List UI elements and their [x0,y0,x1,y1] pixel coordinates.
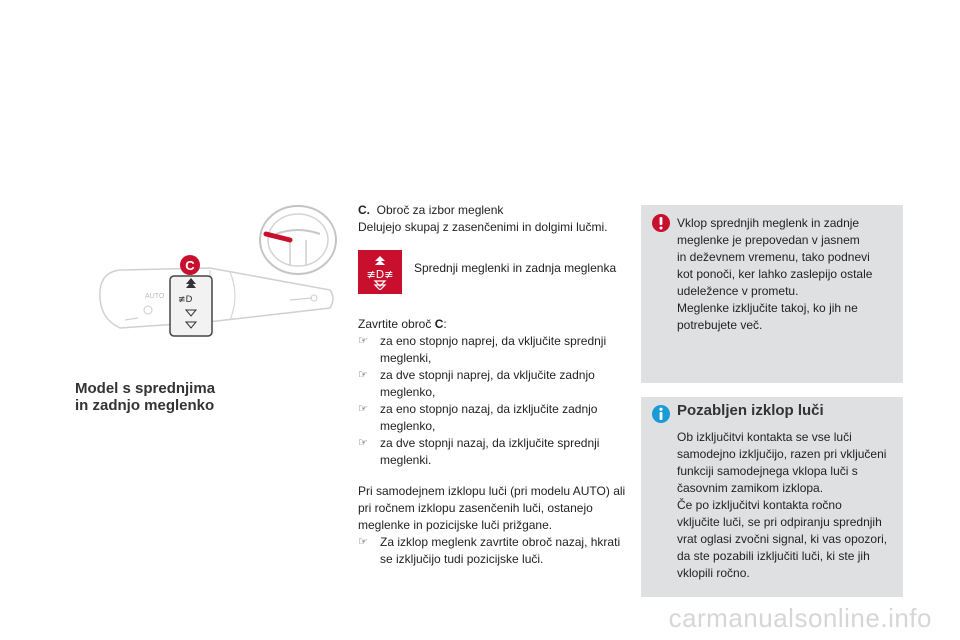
info-text [677,429,899,582]
fog-lights-instructions [358,202,628,568]
ring-letter: C. [358,203,370,217]
warning-line: Meglenke izključite takoj, ko jih ne [677,301,858,315]
turn-bullet [358,401,628,435]
bullet-pointer-icon: ☞ [358,403,368,415]
info-box [641,397,903,597]
warning-text [677,215,899,334]
info-line: da ste pozabili izključiti luči, ki ste jih [677,549,870,563]
warning-line: in deževnem vremenu, tako podnevi [677,250,870,264]
turn-bullet-text: za dve stopnji nazaj, da izključite sprednji meglenki. [380,436,600,467]
turn-intro-letter: C [434,317,444,331]
fog-lights-label: Sprednji meglenki in zadnja meglenka [414,261,617,275]
turn-bullet-text: za eno stopnjo nazaj, da izključite zadnjo meglenko, [380,402,598,433]
light-stalk-drawing [90,200,340,350]
warning-line: meglenke je prepovedan v jasnem [677,233,860,247]
info-title: Pozabljen izklop luči [677,402,824,419]
section-title-line2: in zadnjo meglenko [75,397,215,414]
bullet-pointer-icon: ☞ [358,335,368,347]
info-line: Ob izključitvi kontakta se vse luči [677,430,852,444]
turn-bullet [358,367,628,401]
svg-text:≢D: ≢D [178,295,193,305]
info-line: vrat oglasi zvočni signal, ki vas opozori, [677,532,888,546]
turn-bullet [358,435,628,469]
ring-description: Delujejo skupaj z zasenčenimi in dolgimi lučmi. [358,220,608,234]
warning-line: udeležence v prometu. [677,284,799,298]
turn-intro [358,316,628,333]
ring-title: Obroč za izbor meglenk [376,203,504,217]
section-title [75,380,215,414]
turn-bullet [358,333,628,367]
warning-line: potrebujete več. [677,318,763,332]
auto-paragraph: Pri samodejnem izklopu luči (pri modelu AUTO) ali pri ročnem izklopu zasenčenih luči, ostanejo meglenke in pozicijske luči prižgane. [358,484,626,532]
turn-bullet-text: za dve stopnji naprej, da vključite zadnjo meglenko, [380,368,595,399]
ring-heading [358,202,628,219]
warning-box [641,205,903,383]
watermark: carmanualsonline.info [668,603,932,633]
turn-intro-suffix: : [443,317,447,331]
info-line: Če po izključitvi kontakta ročno [677,498,842,512]
info-line: časovnim zamikom izklopa. [677,481,824,495]
info-i-icon [651,404,671,424]
info-line: vklopili ročno. [677,566,750,580]
bullet-pointer-icon: ☞ [358,437,368,449]
svg-text:≢D≢: ≢D≢ [366,268,394,281]
warning-line: Vklop sprednjih meglenk in zadnje [677,216,860,230]
bullet-pointer-icon: ☞ [358,369,368,381]
info-line: funkciji samodejnega vklopa luči s [677,464,858,478]
auto-bullet-text: Za izklop meglenk zavrtite obroč nazaj, hkrati se izključijo tudi pozicijske luči. [380,535,621,566]
warning-line: kot ponoči, ker lahko zaslepijo ostale [677,267,873,281]
bullet-pointer-icon: ☞ [358,536,368,548]
warning-exclamation-icon [651,213,671,233]
turn-bullet-text: za eno stopnjo naprej, da vključite sprednji meglenki, [380,334,607,365]
turn-intro-prefix: Zavrtite obroč [358,317,435,331]
fog-lights-row [358,250,628,300]
info-line: vključite luči, se pri odpiranju sprednjih [677,515,882,529]
light-stalk-illustration [90,200,340,350]
section-title-line1: Model s sprednjima [75,380,216,397]
auto-bullet [358,534,628,568]
info-line: samodejno izključijo, razen pri vključeni [677,447,887,461]
front-rear-fog-lights-icon [358,250,402,294]
callout-c-letter: C [185,258,195,273]
stalk-label: AUTO [145,293,165,300]
fog-lights-symbol [362,254,398,290]
